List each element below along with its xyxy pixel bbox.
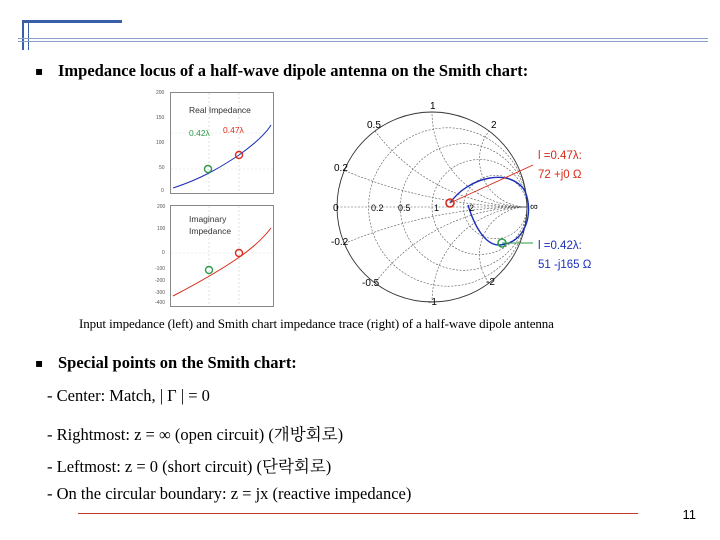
real-impedance-legend: Real Impedance	[189, 105, 251, 115]
page-number: 11	[682, 507, 696, 522]
smith-label-left-upper: 0.2	[334, 163, 348, 174]
corner-line-h	[22, 20, 122, 23]
smith-label-left-lower: -0.2	[331, 237, 349, 248]
real-ytick-4: 0	[161, 188, 164, 194]
point-boundary: - On the circular boundary: z = jx (reactive impedance)	[47, 484, 412, 503]
smith-label-mid-05: 0.5	[398, 203, 411, 213]
annotation-red-1: l =0.47λ:	[538, 150, 582, 162]
label-047-red: 0.47λ	[223, 125, 244, 135]
heading-special-points: Special points on the Smith chart:	[58, 353, 297, 372]
point-rightmost: - Rightmost: z = ∞ (open circuit) (개방회로)	[47, 425, 344, 444]
corner-line-v1	[22, 20, 24, 50]
bullet-icon: ▪	[35, 356, 44, 370]
real-ytick-1: 150	[156, 115, 165, 121]
imaginary-legend-1: Imaginary	[189, 214, 227, 224]
imag-ytick-5: -300	[155, 290, 166, 296]
header-rule-2	[18, 41, 708, 42]
corner-line-v2	[28, 20, 29, 50]
heading-impedance-locus: Impedance locus of a half-wave dipole antenna on the Smith chart:	[58, 61, 529, 80]
imag-ytick-4: -200	[155, 278, 166, 284]
real-ytick-0: 200	[156, 90, 165, 96]
smith-label-mid-2: 2	[469, 203, 475, 213]
annotation-green-2: 51 -j165 Ω	[538, 259, 592, 271]
bullet-icon: ▪	[35, 64, 44, 78]
real-ytick-2: 100	[156, 140, 165, 146]
imag-ytick-2: 0	[162, 250, 165, 256]
smith-label-right: ∞	[530, 201, 538, 213]
header-rule	[18, 38, 708, 39]
imag-ytick-0: 200	[157, 204, 166, 210]
imag-ytick-1: 100	[157, 226, 166, 232]
imaginary-legend-2: Impedance	[189, 226, 232, 236]
smith-label-center-left: 0	[333, 203, 339, 214]
smith-label-lower-left: -0.5	[362, 278, 380, 289]
real-ytick-3: 50	[159, 165, 165, 171]
footer-rule	[78, 513, 638, 514]
imag-ytick-3: -100	[155, 266, 166, 272]
point-leftmost: - Leftmost: z = 0 (short circuit) (단락회로)	[47, 457, 332, 476]
smith-label-upper-left: 0.5	[367, 120, 381, 131]
smith-label-upper-right: 2	[491, 120, 497, 131]
point-center: - Center: Match, | Γ | = 0	[47, 386, 210, 405]
real-impedance-plot	[170, 92, 274, 194]
annotation-red-2: 72 +j0 Ω	[538, 169, 582, 181]
annotation-green-1: l =0.42λ:	[538, 240, 582, 252]
smith-label-mid-1: 1	[434, 203, 440, 213]
figure-caption: Input impedance (left) and Smith chart impedance trace (right) of a half-wave dipole antenna	[79, 316, 554, 331]
imag-ytick-6: -400	[155, 300, 166, 306]
smith-label-lower-right: -2	[486, 277, 495, 288]
smith-label-mid-02: 0.2	[371, 203, 384, 213]
impedance-locus	[450, 177, 529, 245]
label-042-green: 0.42λ	[189, 128, 210, 138]
imaginary-impedance-plot	[170, 205, 274, 307]
smith-label-top: 1	[430, 101, 436, 112]
pointer-red	[450, 165, 533, 203]
smith-label-bottom: -1	[428, 297, 437, 308]
